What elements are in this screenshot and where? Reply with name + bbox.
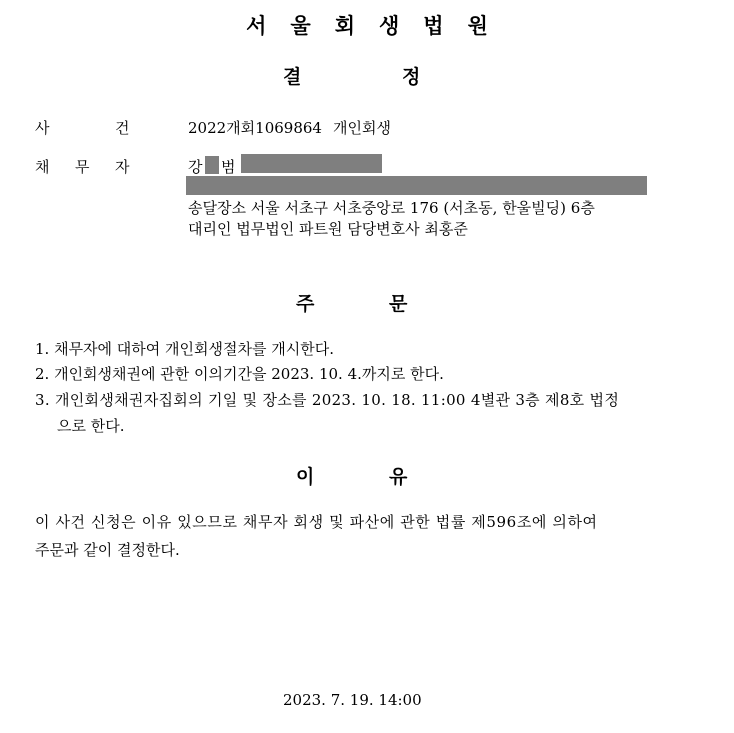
redaction-block [241,154,382,173]
order-heading-right: 문 [389,293,408,315]
reason-line-2: 주문과 같이 결정한다. [35,541,180,559]
order-item-3-continued: 으로 한다. [57,417,125,435]
title-right: 정 [402,66,421,88]
case-type: 개인회생 [333,119,391,137]
order-item-1: 1. 채무자에 대하여 개인회생절차를 개시한다. [35,340,334,358]
decision-date: 2023. 7. 19. 14:00 [283,691,422,709]
title-left: 결 [283,66,302,88]
debtor-name-last: 범 [221,158,236,176]
reason-heading-left: 이 [296,466,315,488]
debtor-label-b: 무 [75,158,90,176]
debtor-name-first: 강 [188,158,203,176]
debtor-label-c: 자 [115,158,130,176]
case-number: 2022개회1069864 [188,119,322,137]
reason-heading-right: 유 [389,466,408,488]
debtor-label-a: 채 [35,158,50,176]
order-item-3: 3. 개인회생채권자집회의 기일 및 장소를 2023. 10. 18. 11:00 4별관 3층 제8호 법정 [35,391,620,409]
reason-line-1: 이 사건 신청은 이유 있으므로 채무자 회생 및 파산에 관한 법률 제596조에 의하여 [35,513,598,531]
order-item-2: 2. 개인회생채권에 관한 이의기간을 2023. 10. 4.까지로 한다. [35,365,444,383]
court-name: 서울회생법원 [246,14,512,38]
order-heading-left: 주 [296,293,315,315]
case-label-a: 사 [35,119,50,137]
legal-agent: 대리인 법무법인 파트원 담당변호사 최홍준 [188,220,468,238]
case-label-b: 건 [115,119,130,137]
service-address: 송달장소 서울 서초구 서초중앙로 176 (서초동, 한울빌딩) 6층 [188,199,595,217]
redaction-block [186,176,647,195]
redaction-block [205,156,219,174]
